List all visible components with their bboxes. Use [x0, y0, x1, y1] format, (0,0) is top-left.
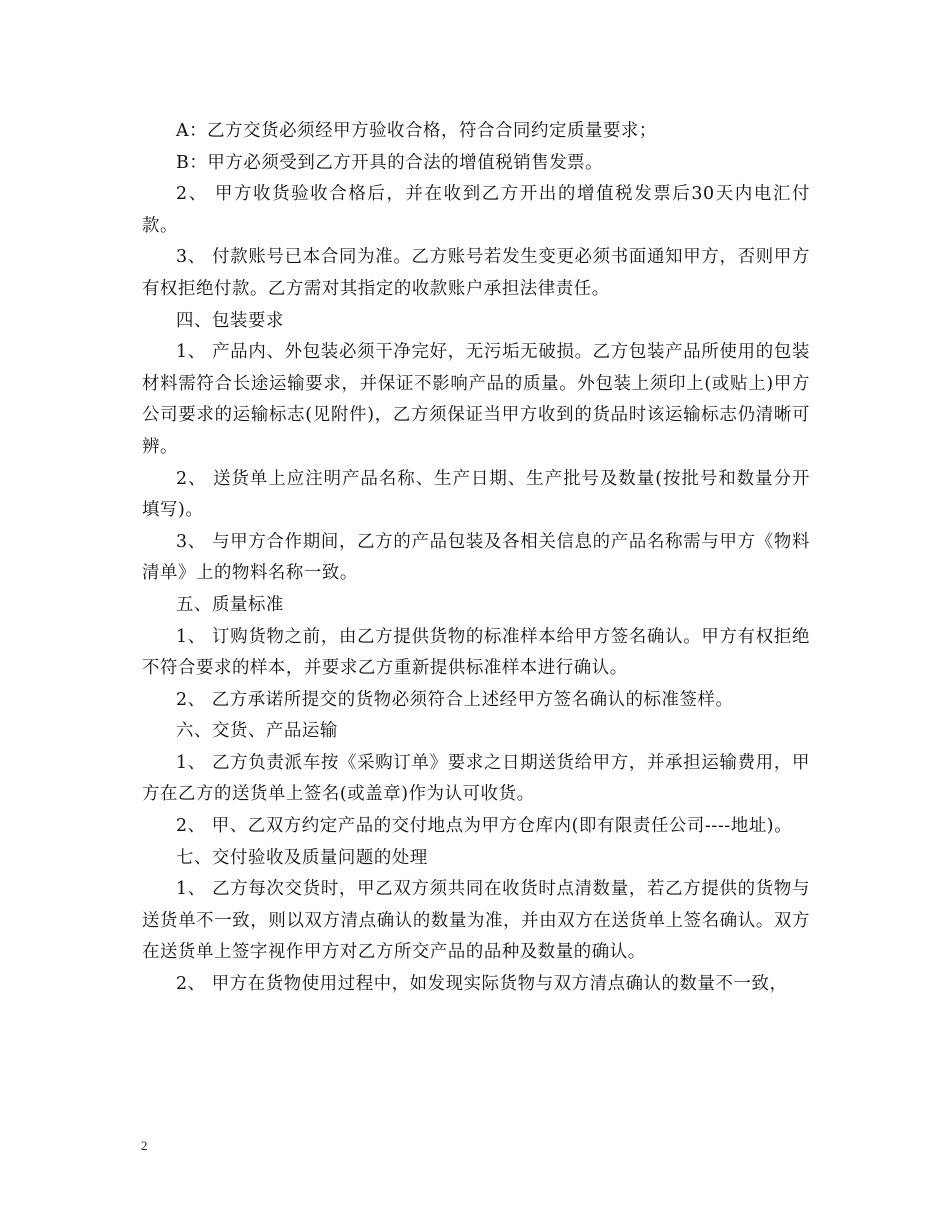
section-heading-quality: 五、质量标准 — [176, 594, 284, 615]
paragraph-delivery-2: 2、 甲、乙双方约定产品的交付地点为甲方仓库内(即有限责任公司----地址)。 — [176, 816, 793, 837]
paragraph-acceptance-a: A：乙方交货必须经甲方验收合格，符合合同约定质量要求； — [176, 121, 657, 141]
paragraph-quality-1: 1、 订购货物之前，由乙方提供货物的标准样本给甲方签名确认。甲方有权拒绝不符合要求的样本，并要求乙方重新提供标准样本进行确认。 — [142, 626, 810, 679]
section-heading-packaging: 四、包装要求 — [176, 310, 284, 331]
paragraph-invoice-b: B：甲方必须受到乙方开具的合法的增值税销售发票。 — [176, 152, 604, 173]
paragraph-delivery-1: 1、 乙方负责派车按《采购订单》要求之日期送货给甲方，并承担运输费用，甲方在乙方的送货单上签名(或盖章)作为认可收货。 — [142, 752, 810, 805]
paragraph-packaging-2: 2、 送货单上应注明产品名称、生产日期、生产批号及数量(按批号和数量分开填写)。 — [142, 468, 810, 521]
section-heading-delivery: 六、交货、产品运输 — [176, 721, 338, 742]
document-body — [142, 116, 810, 1001]
paragraph-quality-2: 2、 乙方承诺所提交的货物必须符合上述经甲方签名确认的标准签样。 — [176, 689, 734, 710]
paragraph-packaging-1: 1、 产品内、外包装必须干净完好，无污垢无破损。乙方包装产品所使用的包装材料需符合长途运输要求，并保证不影响产品的质量。外包装上须印上(或贴上)甲方公司要求的运输标志(见附件)，乙方须保证当甲方收到的货品时该运输标志仍清晰可辨。 — [142, 342, 810, 457]
paragraph-payment-account: 3、 付款账号已本合同为准。乙方账号若发生变更必须书面通知甲方，否则甲方有权拒绝付款。乙方需对其指定的收款账户承担法律责任。 — [142, 247, 810, 299]
page-number: 2 — [141, 1138, 148, 1153]
paragraph-inspection-1: 1、 乙方每次交货时，甲乙双方须共同在收货时点清数量，若乙方提供的货物与送货单不一致，则以双方清点确认的数量为准，并由双方在送货单上签名确认。双方在送货单上签字视作甲方对乙方所交产品的品种及数量的确认。 — [142, 879, 810, 963]
paragraph-inspection-2: 2、 甲方在货物使用过程中，如发现实际货物与双方清点确认的数量不一致， — [176, 974, 788, 995]
paragraph-payment-term: 2、 甲方收货验收合格后，并在收到乙方开出的增值税发票后30天内电汇付款。 — [142, 184, 810, 236]
paragraph-packaging-3: 3、 与甲方合作期间，乙方的产品包装及各相关信息的产品名称需与甲方《物料清单》上的物料名称一致。 — [142, 531, 810, 584]
section-heading-inspection: 七、交付验收及质量问题的处理 — [176, 847, 428, 868]
